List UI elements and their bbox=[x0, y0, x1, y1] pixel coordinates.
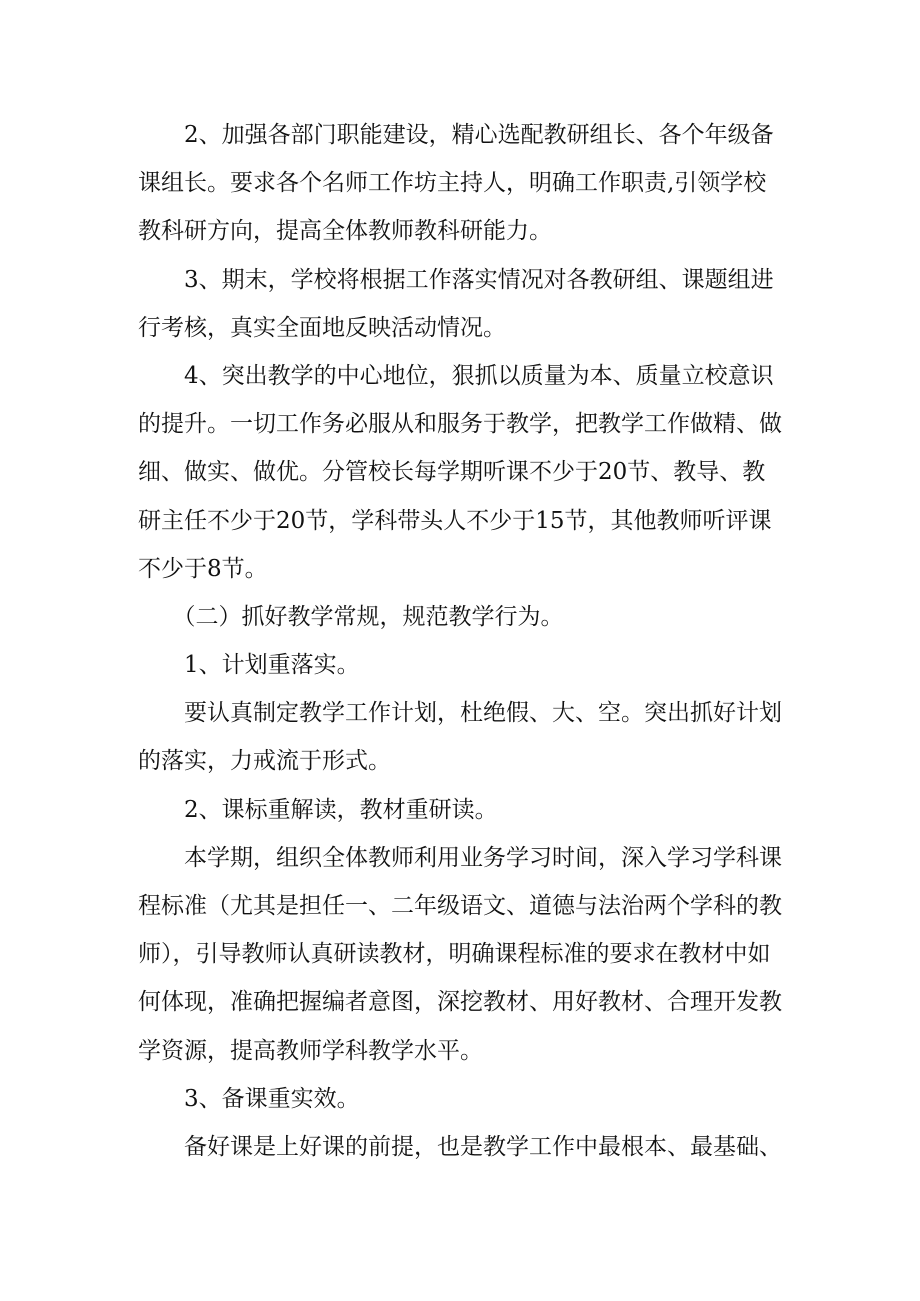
text-line: 何体现，准确把握编者意图，深挖教材、用好教材、合理开发教 bbox=[138, 989, 782, 1016]
text-line: 本学期，组织全体教师利用业务学习时间，深入学习学科课 bbox=[138, 844, 782, 871]
text-line: 不少于8节。 bbox=[138, 555, 268, 582]
text-line: 的落实，力戒流于形式。 bbox=[138, 748, 391, 775]
text-line: 2、加强各部门职能建设，精心选配教研组长、各个年级备 bbox=[138, 122, 774, 148]
subheading: 2、课标重解读，教材重研读。 bbox=[138, 796, 498, 823]
text-line: 备好课是上好课的前提，也是教学工作中最根本、最基础、 bbox=[138, 1133, 782, 1160]
subheading: 1、计划重落实。 bbox=[138, 652, 360, 679]
text-line: 研主任不少于20节，学科带头人不少于15节，其他教师听评课 bbox=[138, 507, 772, 534]
text-line: 细、做实、做优。分管校长每学期听课不少于20节、教导、教 bbox=[138, 459, 766, 486]
text-line: 3、期末，学校将根据工作落实情况对各教研组、课题组进 bbox=[138, 266, 774, 293]
text-line: 4、突出教学的中心地位，狠抓以质量为本、质量立校意识 bbox=[138, 362, 774, 389]
text-line: 要认真制定教学工作计划，杜绝假、大、空。突出抓好计划 bbox=[138, 700, 782, 727]
text-line: 的提升。一切工作务必服从和服务于教学，把教学工作做精、做 bbox=[138, 411, 782, 438]
text-line: 行考核，真实全面地反映活动情况。 bbox=[138, 314, 506, 341]
text-line: 师），引导教师认真研读教材，明确课程标准的要求在教材中如 bbox=[138, 941, 771, 968]
text-line: 学资源，提高教师学科教学水平。 bbox=[138, 1037, 483, 1064]
document-body bbox=[138, 111, 788, 1171]
text-line: 教科研方向，提高全体教师教科研能力。 bbox=[138, 218, 552, 245]
subheading: 3、备课重实效。 bbox=[138, 1085, 360, 1112]
text-line: 课组长。要求各个名师工作坊主持人，明确工作职责,引领学校 bbox=[138, 170, 767, 197]
section-heading: （二）抓好教学常规，规范教学行为。 bbox=[138, 603, 564, 630]
text-line: 程标准（尤其是担任一、二年级语文、道德与法治两个学科的教 bbox=[138, 893, 782, 919]
